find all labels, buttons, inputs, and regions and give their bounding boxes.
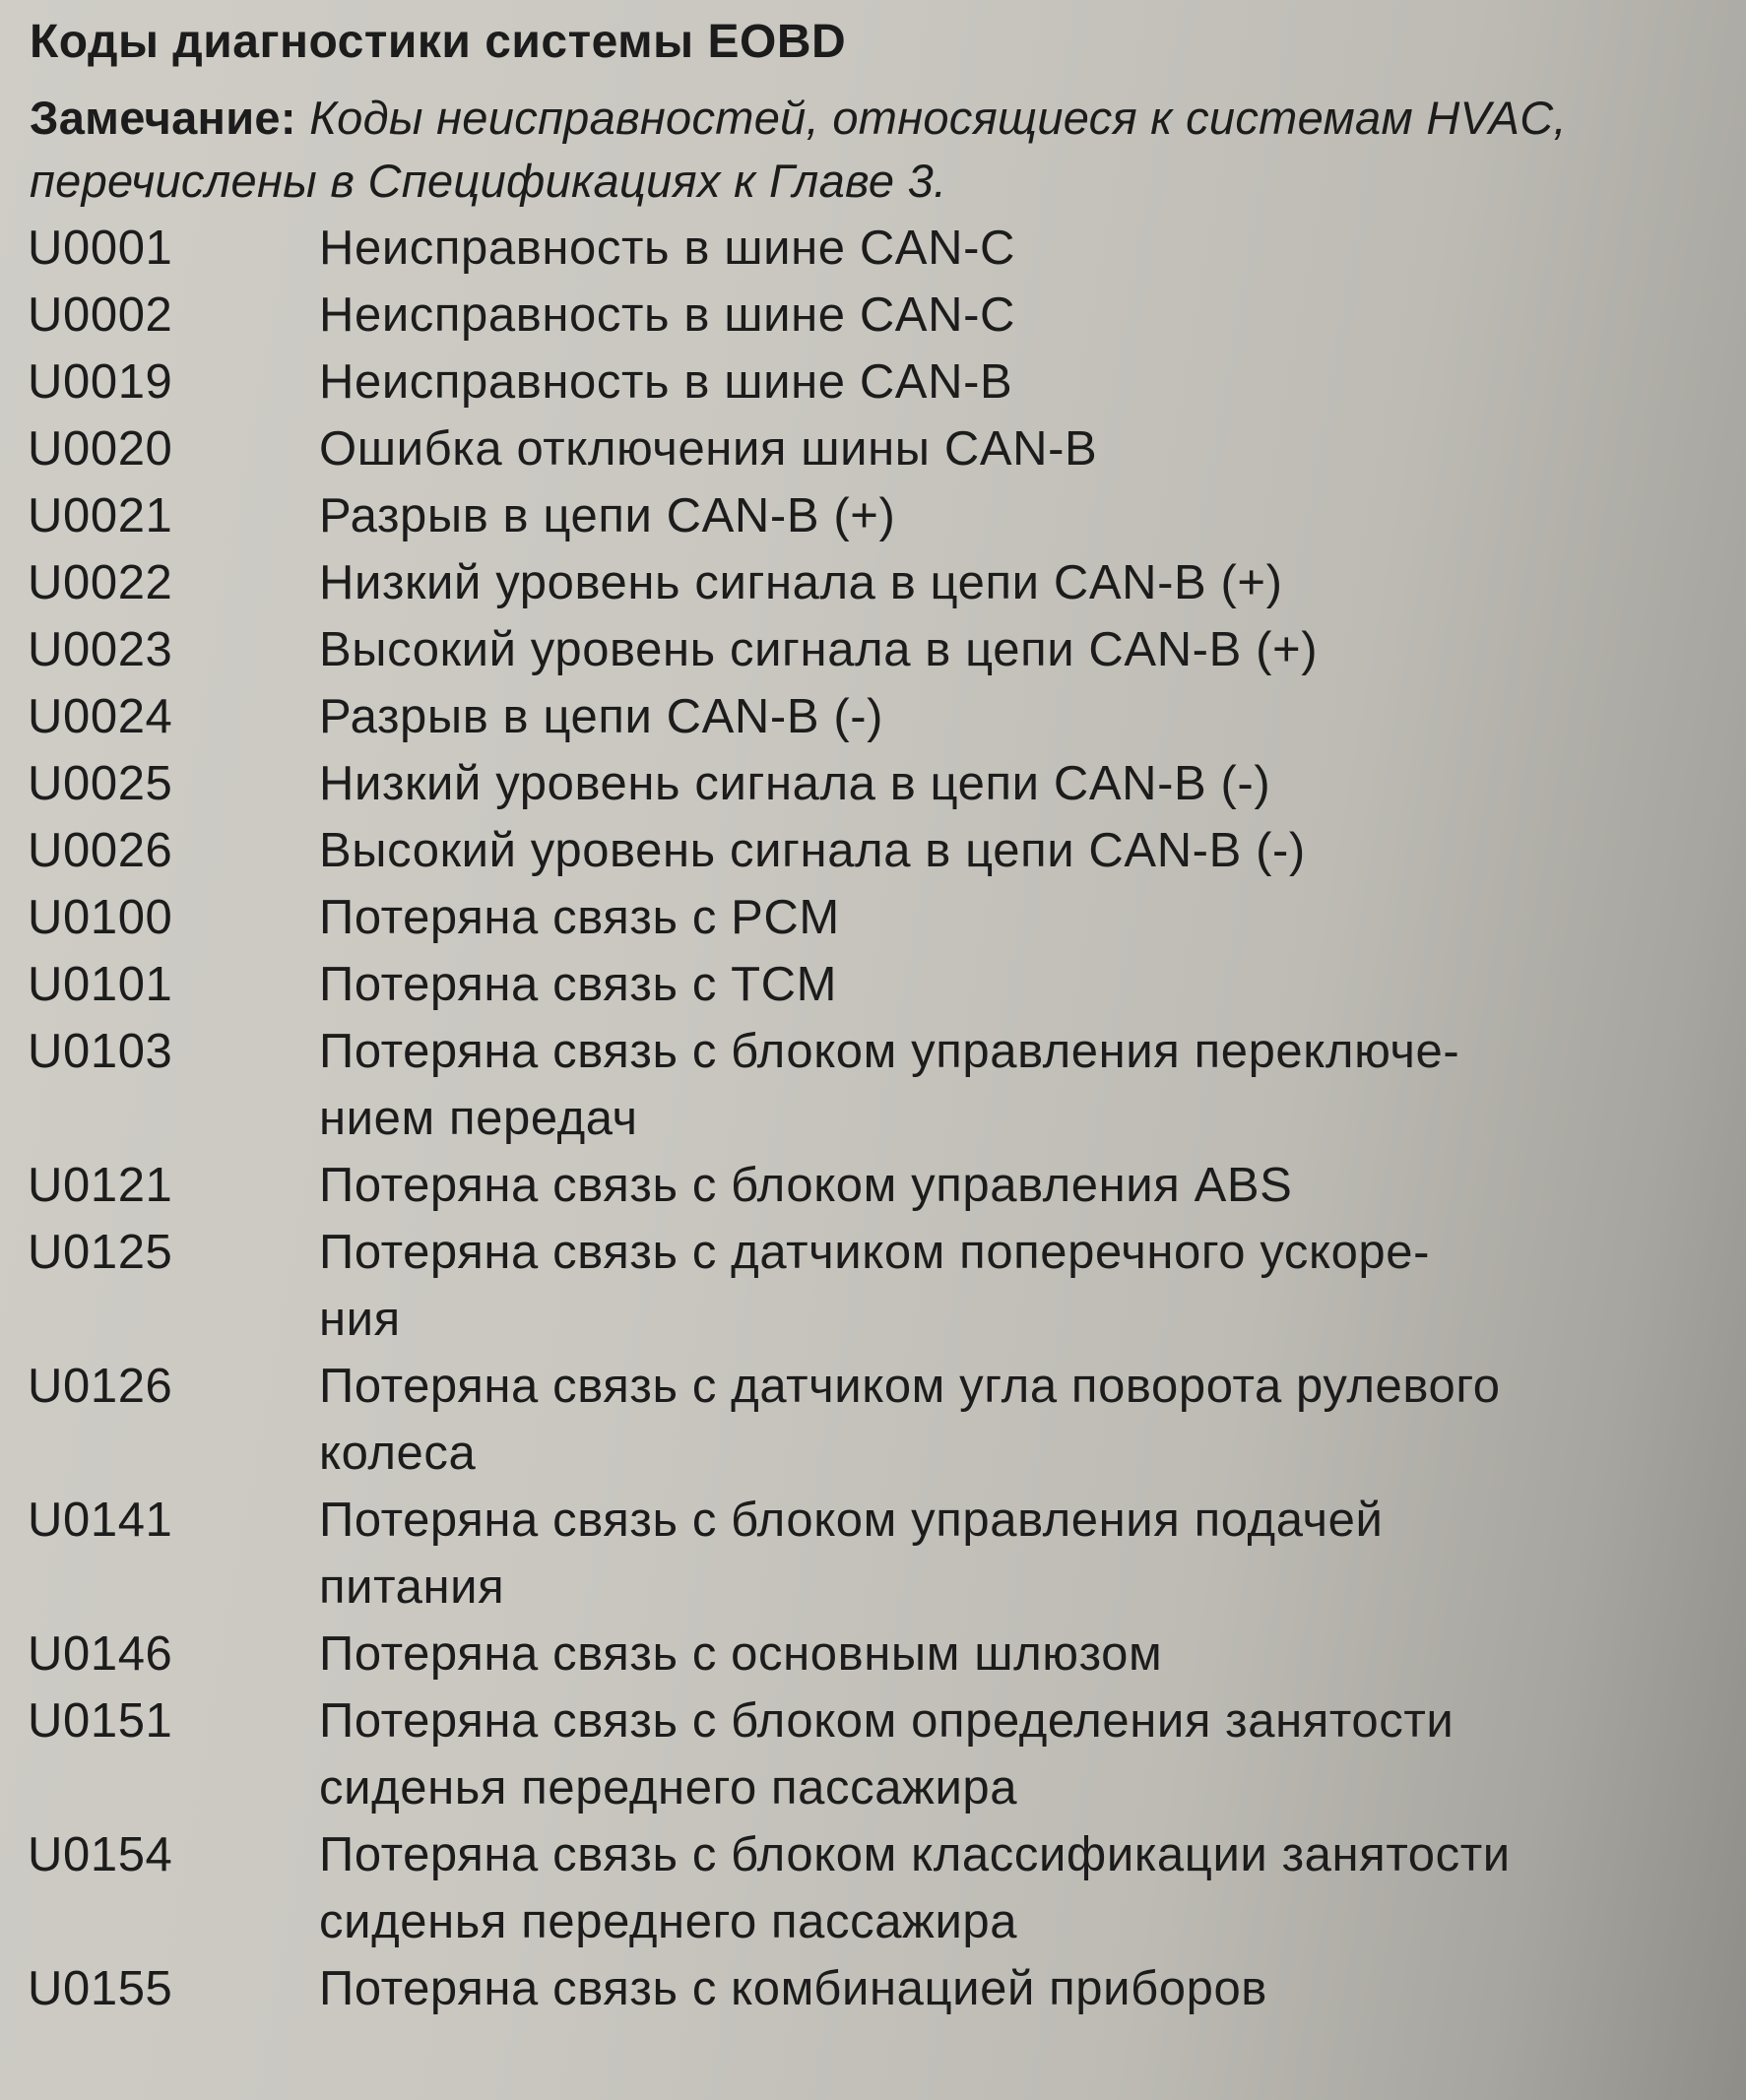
code-description: Потеряна связь с комбинацией приборов	[319, 1962, 1267, 2015]
code-id: U0020	[28, 422, 173, 476]
code-row	[26, 1821, 1700, 1955]
code-description	[319, 1018, 1700, 1152]
code-id: U0103	[28, 1025, 173, 1078]
code-description: Потеряна связь с PCM	[319, 891, 840, 944]
code-description: Высокий уровень сигнала в цепи CAN-B (-)	[319, 824, 1306, 877]
code-id: U0019	[28, 355, 173, 409]
code-description-line: Потеряна связь с блоком управления переключе-	[319, 1025, 1460, 1078]
code-description-line: сиденья переднего пассажира	[319, 1761, 1018, 1814]
code-row	[26, 415, 1700, 482]
code-description-line: Потеряна связь с блоком классификации занятости	[319, 1828, 1511, 1881]
code-id: U0154	[28, 1828, 173, 1881]
note-paragraph	[30, 87, 1700, 213]
code-description-line: питания	[319, 1560, 505, 1614]
page-title: Коды диагностики системы EOBD	[30, 16, 847, 68]
code-row	[26, 884, 1700, 951]
code-description-line: Потеряна связь с блоком управления подачей	[319, 1494, 1384, 1547]
code-row	[26, 1353, 1700, 1487]
code-id: U0155	[28, 1962, 173, 2015]
code-id: U0022	[28, 556, 173, 609]
code-row	[26, 1219, 1700, 1353]
code-description-line: Потеряна связь с датчиком угла поворота рулевого	[319, 1360, 1501, 1413]
note-text: Коды неисправностей, относящиеся к системам HVAC, перечислены в Спецификациях к Главе 3.	[30, 92, 1567, 207]
code-row	[26, 549, 1700, 616]
code-description-line: ния	[319, 1293, 401, 1346]
code-row	[26, 215, 1700, 282]
code-id: U0146	[28, 1627, 173, 1681]
code-description	[319, 1487, 1700, 1621]
code-description: Неисправность в шине CAN-B	[319, 355, 1013, 409]
code-id: U0101	[28, 958, 173, 1011]
code-description	[319, 1821, 1700, 1955]
code-row	[26, 1152, 1700, 1219]
code-description	[319, 1687, 1700, 1821]
code-description: Неисправность в шине CAN-C	[319, 288, 1015, 342]
code-id: U0125	[28, 1226, 173, 1279]
code-description: Высокий уровень сигнала в цепи CAN-B (+)	[319, 623, 1319, 676]
code-description-line: колеса	[319, 1427, 477, 1480]
code-description: Низкий уровень сигнала в цепи CAN-B (-)	[319, 757, 1271, 810]
code-id: U0001	[28, 222, 173, 275]
code-id: U0026	[28, 824, 173, 877]
code-row	[26, 349, 1700, 415]
code-id: U0025	[28, 757, 173, 810]
code-description	[319, 1353, 1700, 1487]
code-row	[26, 1687, 1700, 1821]
code-description: Потеряна связь с блоком управления ABS	[319, 1159, 1293, 1212]
code-id: U0141	[28, 1494, 173, 1547]
code-id: U0021	[28, 489, 173, 542]
code-id: U0023	[28, 623, 173, 676]
code-description-line: Потеряна связь с датчиком поперечного ускоре-	[319, 1226, 1431, 1279]
code-description: Разрыв в цепи CAN-B (-)	[319, 690, 884, 743]
code-row	[26, 616, 1700, 683]
code-row	[26, 282, 1700, 349]
code-description: Ошибка отключения шины CAN-B	[319, 422, 1098, 476]
code-description: Потеряна связь с основным шлюзом	[319, 1627, 1163, 1681]
code-description-line: Потеряна связь с блоком определения занятости	[319, 1694, 1455, 1748]
code-description: Низкий уровень сигнала в цепи CAN-B (+)	[319, 556, 1283, 609]
code-row	[26, 482, 1700, 549]
code-row	[26, 1018, 1700, 1152]
code-row	[26, 951, 1700, 1018]
code-id: U0100	[28, 891, 173, 944]
code-id: U0002	[28, 288, 173, 342]
code-row	[26, 1487, 1700, 1621]
code-row	[26, 1621, 1700, 1687]
code-description-line: сиденья переднего пассажира	[319, 1895, 1018, 1948]
code-id: U0024	[28, 690, 173, 743]
code-row	[26, 1955, 1700, 2022]
code-description: Неисправность в шине CAN-C	[319, 222, 1015, 275]
code-description-line: нием передач	[319, 1092, 638, 1145]
code-description: Потеряна связь с TCM	[319, 958, 838, 1011]
document-page	[26, 8, 1700, 2022]
code-row	[26, 817, 1700, 884]
code-id: U0121	[28, 1159, 173, 1212]
note-label: Замечание:	[30, 92, 296, 144]
code-row	[26, 683, 1700, 750]
code-row	[26, 750, 1700, 817]
code-id: U0126	[28, 1360, 173, 1413]
code-list	[26, 215, 1700, 2022]
code-description: Разрыв в цепи CAN-B (+)	[319, 489, 896, 542]
code-id: U0151	[28, 1694, 173, 1748]
code-description	[319, 1219, 1700, 1353]
